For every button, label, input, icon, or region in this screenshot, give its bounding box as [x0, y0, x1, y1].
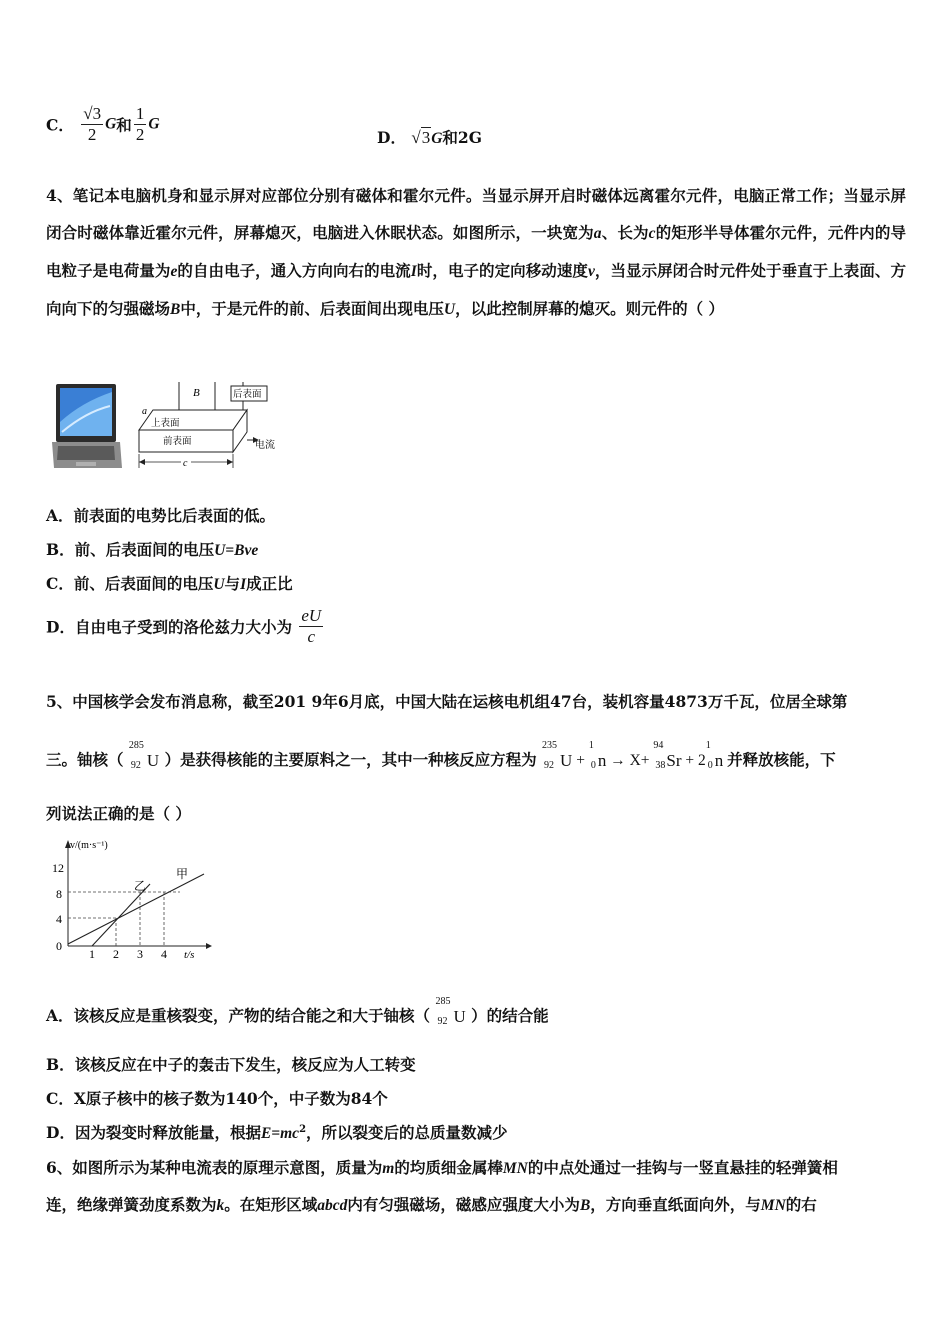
q5-option-a: A．该核反应是重核裂变，产物的结合能之和大于铀核（ 285 92 U ）的结合能 [46, 996, 549, 1036]
q6-line2: 连，绝缘弹簧劲度系数为k。在矩形区域abcd内有匀强磁场，磁感应强度大小为B，方向垂直纸面向外，与MN的右 [46, 1195, 817, 1214]
q5-line2: 三。铀核（ 285 92 U ）是获得核能的主要原料之一，其中一种核反应方程为 235 92 U + 1 0 n → X+ 94 38 Sr + 2 1 0 n 并释放核能，下 [46, 740, 836, 780]
label-jia: 甲 [176, 867, 189, 881]
label-yi: 乙 [134, 879, 147, 893]
back-surface-label: 后表面 [233, 389, 262, 400]
uranium-285-nuclide: 285 92 U [435, 996, 466, 1027]
q5-line1: 5、中国核学会发布消息称，截至201 9年6月底，中国大陆在运核电机组47台，装机容量4873万千瓦，位居全球第 [46, 692, 848, 711]
q5-option-c: C．X原子核中的核子数为140个，中子数为84个 [46, 1089, 388, 1108]
top-surface-label: 上表面 [151, 418, 180, 429]
velocity-time-graph [44, 834, 214, 964]
front-surface-label: 前表面 [163, 436, 192, 447]
x-tick-1: 1 [89, 947, 95, 961]
current-label: 电流 [255, 440, 275, 451]
x-tick-2: 2 [113, 947, 119, 961]
q4-option-b: B．前、后表面间的电压U=Bve [46, 540, 259, 559]
width-label-a: a [142, 406, 147, 417]
q3-option-d: D． √3G和2G [377, 128, 482, 147]
y-axis-label: v/(m·s⁻¹) [70, 840, 108, 851]
q4-question: 4、笔记本电脑机身和显示屏对应部位分别有磁体和霍尔元件。当显示屏开启时磁体远离霍尔元件，电脑正常工作；当显示屏闭合时磁体靠近霍尔元件，屏幕熄灭，电脑进入休眠状态。如图所示，一块宽为a、长为c的矩形半导体霍尔元件，元件内的导电粒子是电荷量为e的自由电子，通入方向向右的电流I时，电子的定向移动速度v，当显示屏闭合时元件处于垂直于上表面、方向向下的匀强磁场B中，于是元件的前、后表面间出现电压U，以此控制屏幕的熄灭。则元件的（ ） [46, 186, 906, 318]
fraction-eu-over-c: $\frac{eU}{c}$ [301, 606, 322, 646]
laptop-image [52, 382, 122, 472]
x-tick-3: 3 [137, 947, 143, 961]
sqrt-3: √3 [411, 128, 431, 147]
q5-option-d: D．因为裂变时释放能量，根据$E=mc^2$，所以裂变后的总质量数减少 [46, 1123, 508, 1142]
fraction-sqrt3-over-2: $\frac{√3}{2}$ [83, 104, 102, 144]
x-axis-label: t/s [184, 949, 195, 961]
y-tick-0: 0 [56, 939, 62, 953]
q5-option-b: B．该核反应在中子的轰击下发生，核反应为人工转变 [46, 1055, 416, 1074]
line-yi [92, 884, 150, 946]
y-tick-8: 8 [56, 887, 62, 901]
x-tick-4: 4 [161, 947, 167, 961]
q3-option-c: C． $\frac{√3}{2}$ G和 $\frac{1}{2}$ G [46, 104, 160, 144]
nuclear-equation: 235 92 U + 1 0 n → X+ 94 38 Sr + 2 1 0 n [542, 740, 724, 772]
q4-option-a: A．前表面的电势比后表面的低。 [46, 506, 276, 525]
q5-line3: 列说法正确的是（ ） [46, 804, 191, 823]
q6-line1: 6、如图所示为某种电流表的原理示意图，质量为m的均质细金属棒MN的中点处通过一挂钩与一竖直悬挂的轻弹簧相 [46, 1158, 838, 1177]
fraction-1-over-2: $\frac{1}{2}$ [135, 104, 145, 144]
q4-option-c: C．前、后表面间的电压U与I成正比 [46, 574, 293, 593]
hall-element-diagram [135, 378, 285, 470]
field-label-b: B [193, 387, 200, 399]
y-tick-4: 4 [56, 912, 62, 926]
q4-option-d: D．自由电子受到的洛伦兹力大小为 $\frac{eU}{c}$ [46, 606, 322, 646]
y-tick-12: 12 [52, 861, 64, 875]
uranium-285-nuclide: 285 92 U [128, 740, 160, 771]
length-label-c: c [183, 458, 188, 469]
